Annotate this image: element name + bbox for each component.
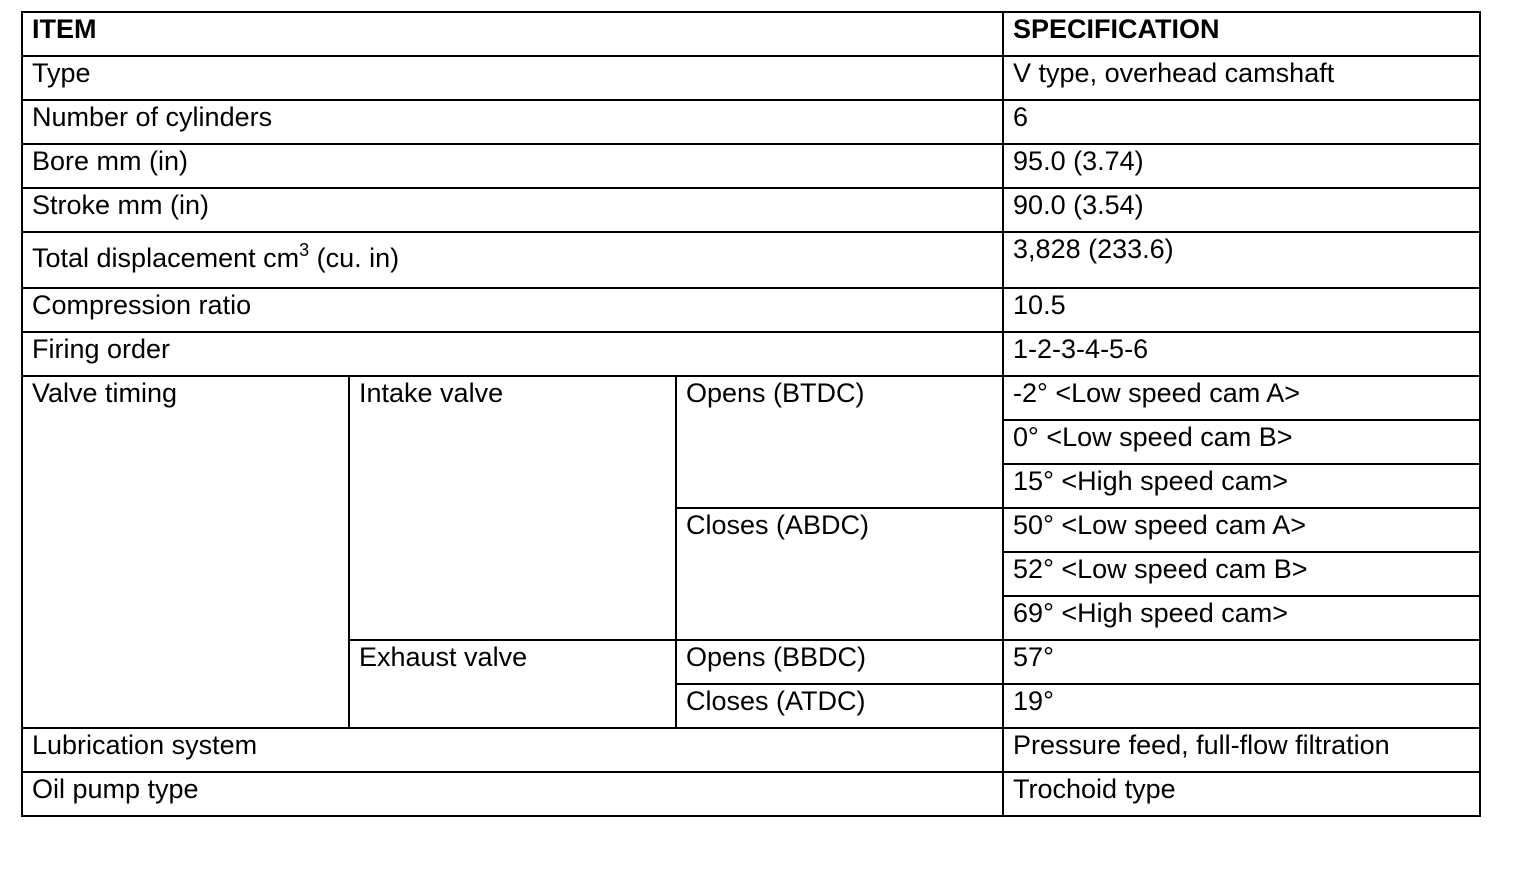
table-row	[22, 772, 1480, 816]
table-row	[22, 144, 1480, 188]
row-item-compression: Compression ratio	[22, 288, 1003, 332]
table-row	[22, 332, 1480, 376]
row-spec-firing: 1-2-3-4-5-6	[1003, 332, 1480, 376]
row-spec-bore: 95.0 (3.74)	[1003, 144, 1480, 188]
table-row	[22, 232, 1480, 288]
row-item-type: Type	[22, 56, 1003, 100]
intake-valve-label: Intake valve	[349, 376, 676, 640]
displacement-superscript: 3	[299, 240, 310, 260]
exhaust-valve-label: Exhaust valve	[349, 640, 676, 728]
header-item: ITEM	[22, 12, 1003, 56]
intake-closes-label: Closes (ABDC)	[676, 508, 1003, 640]
row-spec-oil-pump: Trochoid type	[1003, 772, 1480, 816]
row-item-lubrication: Lubrication system	[22, 728, 1003, 772]
table-row	[22, 56, 1480, 100]
intake-opens-label: Opens (BTDC)	[676, 376, 1003, 508]
table-row	[22, 376, 1480, 420]
intake-closes-value: 69° <High speed cam>	[1003, 596, 1480, 640]
exhaust-opens-value: 57°	[1003, 640, 1480, 684]
intake-opens-value: 15° <High speed cam>	[1003, 464, 1480, 508]
table-row	[22, 188, 1480, 232]
row-item-bore: Bore mm (in)	[22, 144, 1003, 188]
table-row	[22, 288, 1480, 332]
displacement-label-start: Total displacement cm	[32, 243, 300, 273]
engine-spec-table	[21, 11, 1481, 817]
row-spec-stroke: 90.0 (3.54)	[1003, 188, 1480, 232]
row-spec-compression: 10.5	[1003, 288, 1480, 332]
row-item-cylinders: Number of cylinders	[22, 100, 1003, 144]
row-spec-type: V type, overhead camshaft	[1003, 56, 1480, 100]
intake-closes-value: 50° <Low speed cam A>	[1003, 508, 1480, 552]
row-item-displacement	[22, 232, 1003, 288]
row-item-oil-pump: Oil pump type	[22, 772, 1003, 816]
exhaust-closes-label: Closes (ATDC)	[676, 684, 1003, 728]
row-item-firing: Firing order	[22, 332, 1003, 376]
displacement-label-end: (cu. in)	[309, 243, 400, 273]
row-spec-displacement: 3,828 (233.6)	[1003, 232, 1480, 288]
table-row	[22, 728, 1480, 772]
row-spec-cylinders: 6	[1003, 100, 1480, 144]
row-item-stroke: Stroke mm (in)	[22, 188, 1003, 232]
header-specification: SPECIFICATION	[1003, 12, 1480, 56]
valve-timing-label: Valve timing	[22, 376, 349, 728]
table-header-row	[22, 12, 1480, 56]
row-spec-lubrication: Pressure feed, full-flow filtration	[1003, 728, 1480, 772]
exhaust-closes-value: 19°	[1003, 684, 1480, 728]
intake-opens-value: 0° <Low speed cam B>	[1003, 420, 1480, 464]
intake-opens-value: -2° <Low speed cam A>	[1003, 376, 1480, 420]
intake-closes-value: 52° <Low speed cam B>	[1003, 552, 1480, 596]
exhaust-opens-label: Opens (BBDC)	[676, 640, 1003, 684]
table-row	[22, 100, 1480, 144]
